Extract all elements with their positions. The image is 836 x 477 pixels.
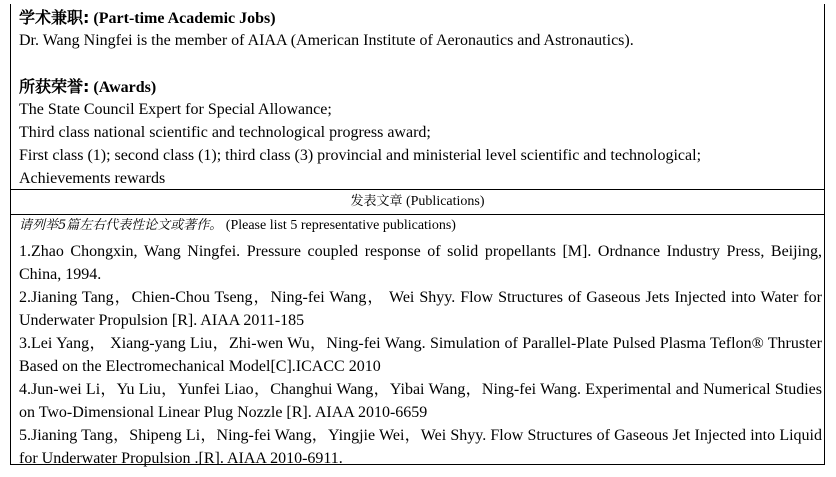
award-item: Third class national scientific and technological progress award; — [19, 124, 431, 141]
publication-item: 3.Lei Yang， Xiang-yang Liu，Zhi-wen Wu，Ning-fei Wang. Simulation of Parallel-Plate Pulsed Plasma Teflon® Thruster Based on the Electromechanical Model[C].ICACC 2010 — [19, 335, 822, 375]
publications-hint-cn: 请列举5篇左右代表性论文或著作。 — [19, 218, 223, 233]
publication-item: 1.Zhao Chongxin, Wang Ningfei. Pressure coupled response of solid propellants [M]. Ordnance Industry Press, Beijing, China, 1994. — [19, 243, 822, 283]
publication-item: 5.Jianing Tang，Shipeng Li，Ning-fei Wang，Yingjie Wei，Wei Shyy. Flow Structures of Gaseous Jet Injected into Liquid for Underwater Propulsion .[R]. AIAA 2010-6911. — [19, 427, 822, 467]
publications-header-en: (Publications) — [405, 194, 485, 209]
awards-heading — [19, 76, 156, 99]
awards-heading-cn: 所获荣誉: — [19, 77, 90, 96]
profile-table — [10, 4, 825, 465]
publications-hint-en: (Please list 5 representative publications) — [225, 218, 456, 233]
parttime-heading-en: (Part-time Academic Jobs) — [93, 10, 276, 27]
parttime-text: Dr. Wang Ningfei is the member of AIAA (American Institute of Aeronautics and Astronautics). — [19, 32, 634, 49]
publications-header — [11, 190, 824, 214]
publication-item: 4.Jun-wei Li，Yu Liu，Yunfei Liao，Changhui Wang，Yibai Wang，Ning-fei Wang. Experimental and Numerical Studies on Two-Dimensional Linear Plug Nozzle [R]. AIAA 2010-6659 — [19, 381, 822, 421]
publications-header-cn: 发表文章 — [350, 194, 403, 209]
divider — [11, 214, 824, 215]
jobs-awards-cell — [11, 4, 824, 189]
award-item: The State Council Expert for Special Allowance; — [19, 101, 332, 118]
award-item: Achievements rewards — [19, 170, 166, 187]
publications-hint — [19, 216, 456, 236]
award-item: First class (1); second class (1); third class (3) provincial and ministerial level scientific and technological; — [19, 147, 702, 164]
parttime-heading-cn: 学术兼职: — [19, 8, 90, 27]
parttime-heading — [19, 7, 276, 30]
publication-item: 2.Jianing Tang，Chien-Chou Tseng，Ning-fei Wang， Wei Shyy. Flow Structures of Gaseous Jets Injected into Water for Underwater Propulsion [R]. AIAA 2011-185 — [19, 289, 822, 329]
awards-heading-en: (Awards) — [93, 79, 157, 96]
